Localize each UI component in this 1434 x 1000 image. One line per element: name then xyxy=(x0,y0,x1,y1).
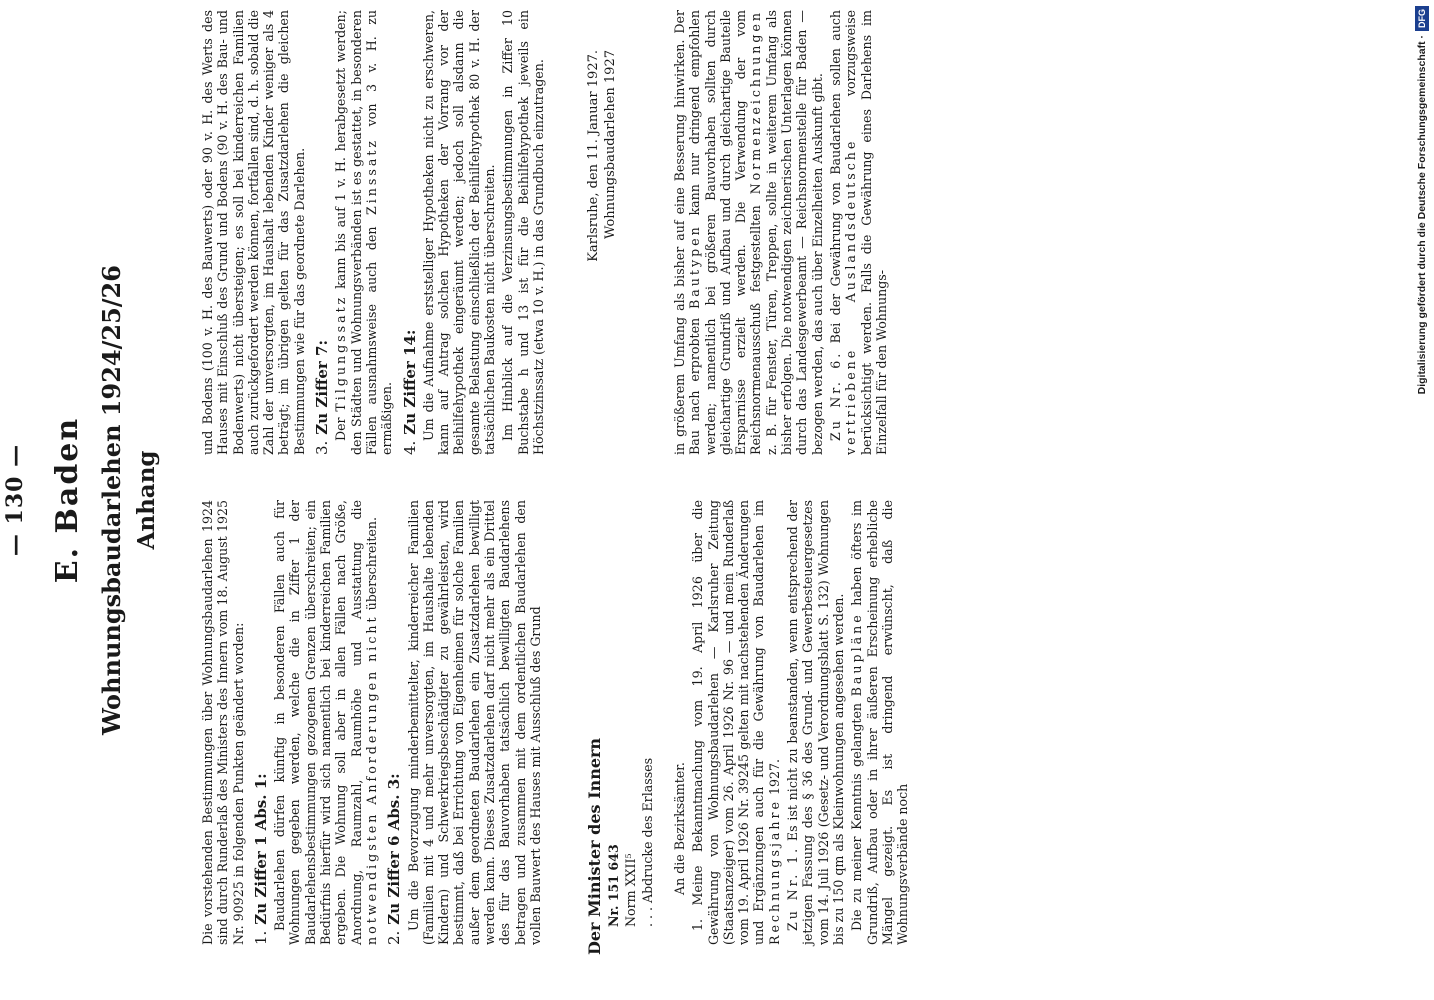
decree-p2-text: Es ist nicht zu beanstanden, wenn entsprechend der jetzigen Fassung des § 36 des Grund- und Gewerbesteuergesetzes vom 14. Juli 1926 (Gesetz- und Verordnungsblatt S. 132) Wohnungen bis zu 150 qm als Kleinwohnungen angesehen werden. xyxy=(785,500,846,945)
section-1-end: überschreiten. xyxy=(363,517,379,611)
decree-header xyxy=(585,695,655,955)
addressee: An die Bezirksämter. xyxy=(672,762,687,895)
section-3-spaced-b: Zinssatz xyxy=(363,137,379,215)
decree-p5-spaced: vertriebene Auslandsdeutsche xyxy=(843,138,859,455)
decree-paragraph-5 xyxy=(828,10,889,455)
section-3-text-b: kann bis auf 1 v. H. herabgesetzt werden; den Städten und Wohnungsverbänden ist es gestattet, in besonderen Fällen ausnahmsweise auch den xyxy=(333,10,379,455)
appendix-heading: Anhang xyxy=(133,450,160,550)
section-1-number: 1. xyxy=(251,930,270,945)
section-4-heading xyxy=(400,10,419,455)
decree-paragraph-4 xyxy=(672,10,825,455)
credit-text: Digitalisierung gefördert durch die Deutsche Forschungsgemeinschaft · xyxy=(1416,35,1428,395)
decree-norm: Norm XXII⁵ xyxy=(623,853,638,927)
section-1-spaced: notwendigsten Anforderungen nicht xyxy=(363,614,379,945)
decree-p4-text-b: kann nur dringend empfohlen werden; namentlich bei größeren Bauvorhaben sollten durch gleichartige Grundriß und Aufbau und durch gleichartige Bauteile Ersparnisse erzielt werden. Die Verwendung der vom Reichsnormenausschuß festgestellten xyxy=(687,10,764,455)
decree-p5-lead: Zu Nr. 6. xyxy=(827,350,843,441)
digitization-credit-text xyxy=(1411,0,1433,1000)
section-3-heading xyxy=(315,10,330,455)
section-heading: E. Baden xyxy=(50,416,85,584)
decree-p4-text-c: z. B. für Fenster, Türen, Treppen, sollte in weiterem Umfang als bisher erfolgen. Die notwendigen zeichnerischen Unterlagen können durch das Landesgewerbeamt — Reichsnormenstelle für Baden — bezogen werden, das auch über Einzelheiten Auskunft gibt. xyxy=(763,10,825,455)
section-3-text-a: Der xyxy=(333,417,349,441)
decree-paragraph-2 xyxy=(785,500,846,945)
decree-paragraph-1 xyxy=(690,500,782,945)
decree-paragraph-3 xyxy=(849,500,910,945)
decree-p3-text-b: haben öfters im Grundriß, Aufbau oder in ihrer äußeren Erscheinung erhebliche Mängel gezeigt. Es ist dringend erwünscht, daß die Wohnungsverbände noch xyxy=(849,500,911,945)
digitization-credit xyxy=(1411,0,1433,1000)
section-4-title: Zu Ziffer 14: xyxy=(400,329,419,435)
section-1-body xyxy=(272,500,379,945)
decree-copy-note: . . . Abdrucke des Erlasses xyxy=(640,757,655,927)
decree-p2-lead: Zu Nr. 1. xyxy=(785,845,801,931)
section-2-title: Zu Ziffer 6 Abs. 3: xyxy=(385,773,404,925)
section-1-text: Baudarlehen dürfen künftig in besonderen Fällen auch für Wohnungen gegeben werden, welche die in Ziffer 1 der Baudarlehensbestimmungen gezogenen Grenzen überschreiten; ein Bedürfnis hierfür wird sich namentlich bei kinderreichen Familien ergeben. Die Wohnung soll aber in allen Fällen nach Größe, Anordnung, Raumzahl, Raumhöhe und Ausstattung die xyxy=(272,500,364,945)
section-2-number: 2. xyxy=(385,930,404,945)
section-4-body: Um die Aufnahme erststelliger Hypotheken nicht zu erschweren, kann auf Antrag solchen Hypotheken der Vorrang vor der Beihilfehypothek eingeräumt werden; jedoch soll alsdann die gesamte Belastung einschließlich der Beihilfehypothek 80 v. H. der tatsächlichen Baukosten nicht überschreiten. xyxy=(420,10,498,455)
decree-p4-text-a: in größerem Umfang als bisher auf eine Besserung hinwirken. Der Bau nach erprobten xyxy=(672,10,703,455)
left-column xyxy=(200,500,546,945)
section-2-heading xyxy=(387,500,402,945)
decree-p3-text-a: Die zu meiner Kenntnis gelangten xyxy=(849,702,865,931)
place-date: Karlsruhe, den 11. Januar 1927. xyxy=(586,50,601,262)
section-3-text-c: von 3 v. H. zu ermäßigen. xyxy=(363,10,395,455)
decree-p1-text: 1. Meine Bekanntmachung vom 19. April 1926 über die Gewährung von Wohnungsbaudarlehen — Karlsruher Zeitung (Staatsanzeiger) vom 26. April 1926 Nr. 96 — und mein Runderlaß vom 19. April 1926 Nr. 39245 gelten mit nachstehenden Änderungen und Ergänzungen auch für die Gewährung von Baudarlehen im xyxy=(690,500,767,945)
section-4-body-2: Im Hinblick auf die Verzinsungsbestimmungen in Ziffer 10 Buchstabe h und 13 ist für die Beihilfehypothek jeweils ein Höchstzinssatz (etwa 10 v. H.) in das Grundbuch einzutragen. xyxy=(500,10,546,455)
decree-number: Nr. 151 643 xyxy=(606,844,621,927)
decree-p4-spaced-2: Normenzeichnungen xyxy=(748,10,764,195)
page-number: — 130 — xyxy=(2,443,28,557)
section-3-body xyxy=(333,10,394,455)
section-3-title: Zu Ziffer 7: xyxy=(313,340,332,435)
intro-paragraph: Die vorstehenden Bestimmungen über Wohnungsbaudarlehen 1924 sind durch Runderlaß des Ministers des Innern vom 18. August 1925 Nr. 90925 in folgenden Punkten geändert worden: xyxy=(200,500,246,945)
decree-subject: Wohnungsbaudarlehen 1927 xyxy=(603,50,618,240)
section-3-number: 3. xyxy=(313,440,332,455)
section-1-heading xyxy=(251,500,270,945)
decree-p1-spaced: Rechnungsjahre xyxy=(766,799,782,945)
continuation-paragraph: und Bodens (100 v. H. des Bauwerts) oder 90 v. H. des Werts des Hauses mit Einschluß des Grund und Bodens (90 v. H. des Bau- und Bodenwerts) nicht übersteigen; es soll bei kinderreichen Familien auch zurückgefordert werden können, fortfallen sind, d. h. sobald die Zahl der unversorgten, im Haushalt lebenden Kinder weniger als 4 beträgt; im übrigen gelten für das Zusatzdarlehen die gleichen Bestimmungen wie für das geordnete Darlehen. xyxy=(200,10,307,455)
minister-title: Der Minister des Innern xyxy=(585,737,604,955)
dfg-logo-icon: DFG xyxy=(1415,6,1429,31)
decree-p4-spaced: Bautypen xyxy=(687,224,703,309)
decree-p1-end: 1927. xyxy=(766,758,782,796)
decree-p3-spaced: Baupläne xyxy=(849,612,865,697)
decree-left-column xyxy=(672,500,913,945)
decree-p5-text-a: Bei der Gewährung von Baudarlehen sollen auch xyxy=(827,10,843,344)
section-2-body: Um die Bevorzugung minderbemittelter, kinderreicher Familien (Familien mit 4 und mehr unversorgten, im Haushalte lebenden Kindern) und Schwerkriegsbeschädigter zu gewährleisten, wird bestimmt, daß bei Errichtung von Eigenheimen für solche Familien außer dem geordneten Baudarlehen ein Zusatzdarlehen bewilligt werden kann. Dieses Zusatzdarlehen darf nicht mehr als ein Drittel des für das Bauvorhaben tatsächlich bewilligten Baudarlehens betragen und zusammen mit dem ordentlichen Baudarlehen den vollen Bauwert des Hauses mit Ausschluß des Grund xyxy=(405,500,543,945)
section-3-spaced-a: Tilgungssatz xyxy=(333,294,349,412)
right-column xyxy=(200,10,549,455)
page-subtitle: Wohnungsbaudarlehen 1924/25/26 xyxy=(97,265,126,735)
decree-p5-text-b: vorzugsweise berücksichtigt werden. Falls die Gewährung eines Darlehens im Einzelfall für den Wohnungs- xyxy=(843,10,889,455)
decree-right-column xyxy=(672,10,892,455)
section-4-number: 4. xyxy=(400,440,419,455)
section-1-title: Zu Ziffer 1 Abs. 1: xyxy=(251,773,270,925)
